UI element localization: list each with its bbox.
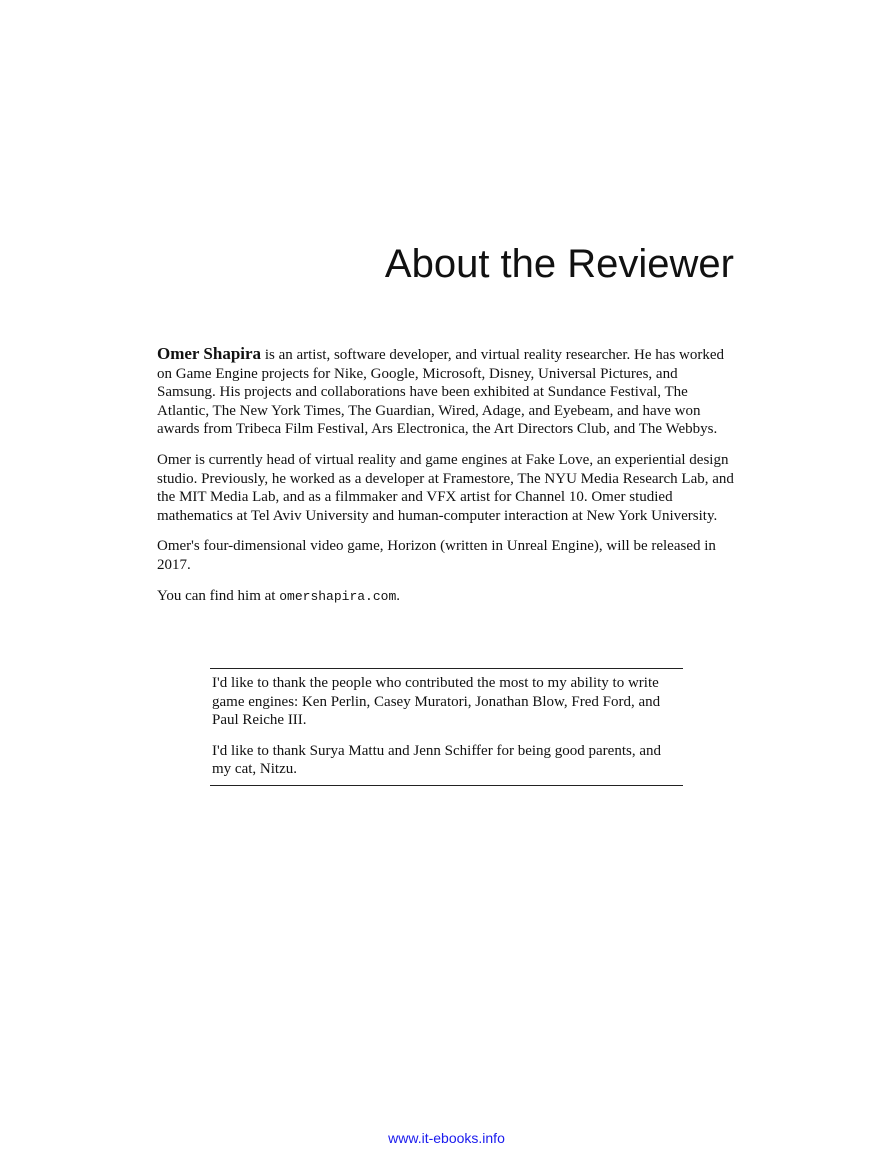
acknowledgement-paragraph-mentors: I'd like to thank the people who contributed the most to my ability to write game engines: Ken Perlin, Casey Muratori, Jonathan Blow, Fred Ford, and Paul Reiche III. [212, 675, 661, 729]
bio-paragraph-contact [157, 587, 737, 607]
bio-intro-text: is an artist, software developer, and virtual reality researcher. He has worked on Game Engine projects for Nike, Google, Microsoft, Disney, Universal Pictures, and Samsung. His projects and collaborations have been exhibited at Sundance Festival, The Atlantic, The New York Times, The Guardian, Wired, Adage, and Eyebeam, and have won awards from Tribeca Film Festival, Ars Electronica, the Art Directors Club, and The Webbys. [157, 347, 725, 438]
bio-paragraph-game: Omer's four-dimensional video game, Horizon (written in Unreal Engine), will be released in 2017. [157, 538, 716, 573]
bio-paragraph-intro [157, 345, 737, 439]
contact-prefix: You can find him at [157, 587, 280, 604]
contact-suffix: . [396, 587, 401, 604]
bio-paragraph-career: Omer is currently head of virtual reality and game engines at Fake Love, an experiential design studio. Previously, he worked as a developer at Framestore, The NYU Media Research Lab, and the MIT Media Lab, and as a filmmaker and VFX artist for Channel 10. Omer studied mathematics at Tel Aviv University and human-computer interaction at New York University. [157, 451, 734, 524]
acknowledgement-paragraph-family: I'd like to thank Surya Mattu and Jenn Schiffer for being good parents, and my cat, Nitzu. [212, 742, 661, 778]
acknowledgements-box [210, 668, 683, 786]
reviewer-name: Omer Shapira [157, 344, 262, 363]
footer-link[interactable]: www.it-ebooks.info [388, 1130, 505, 1146]
reviewer-bio [157, 345, 737, 618]
website-link[interactable]: omershapira.com [279, 588, 397, 604]
page-title: About the Reviewer [384, 242, 734, 286]
